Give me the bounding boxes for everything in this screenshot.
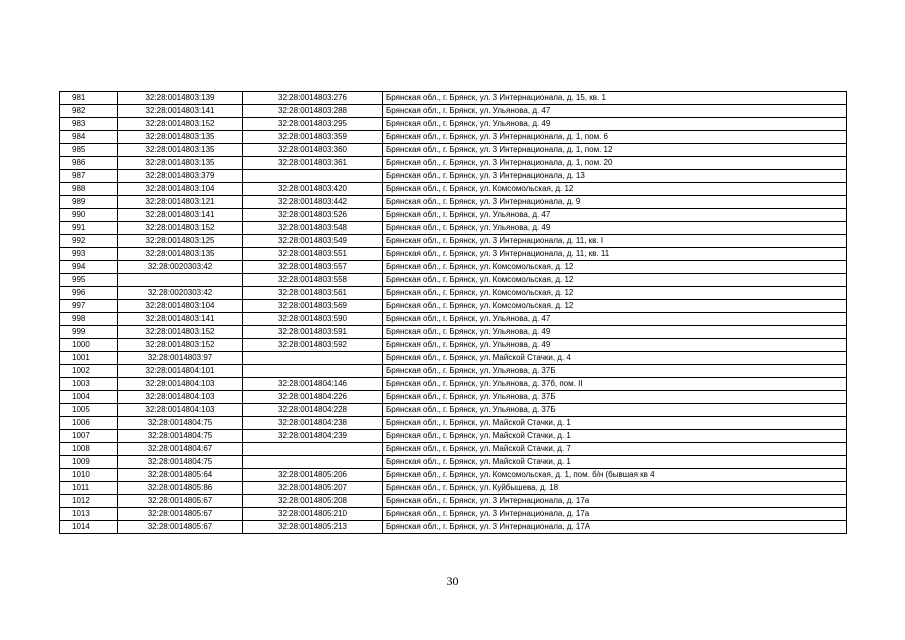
address-cell: Брянская обл., г. Брянск, ул. Комсомольская, д. 12 xyxy=(383,300,847,313)
cadastral-number-cell: 32:28:0014803:549 xyxy=(243,235,383,248)
parent-cadastral-number-cell: 32:28:0014804:103 xyxy=(118,391,243,404)
row-number-cell: 993 xyxy=(60,248,118,261)
cadastral-number-cell: 32:28:0014803:288 xyxy=(243,105,383,118)
cadastral-number-cell xyxy=(243,365,383,378)
row-number-cell: 983 xyxy=(60,118,118,131)
row-number-cell: 996 xyxy=(60,287,118,300)
table-row xyxy=(60,300,847,313)
address-cell: Брянская обл., г. Брянск, ул. 3 Интернационала, д. 13 xyxy=(383,170,847,183)
parent-cadastral-number-cell: 32:28:0014804:67 xyxy=(118,443,243,456)
cadastral-number-cell: 32:28:0014803:569 xyxy=(243,300,383,313)
address-cell: Брянская обл., г. Брянск, ул. Ульянова, д. 47 xyxy=(383,313,847,326)
parent-cadastral-number-cell: 32:28:0014803:104 xyxy=(118,183,243,196)
row-number-cell: 998 xyxy=(60,313,118,326)
cadastral-number-cell: 32:28:0014803:420 xyxy=(243,183,383,196)
cadastral-number-cell: 32:28:0014805:210 xyxy=(243,508,383,521)
row-number-cell: 990 xyxy=(60,209,118,222)
parent-cadastral-number-cell: 32:28:0014803:139 xyxy=(118,92,243,105)
cadastral-number-cell: 32:28:0014803:360 xyxy=(243,144,383,157)
address-cell: Брянская обл., г. Брянск, ул. Ульянова, д. 49 xyxy=(383,118,847,131)
row-number-cell: 1012 xyxy=(60,495,118,508)
table-row xyxy=(60,339,847,352)
cadastral-number-cell: 32:28:0014805:208 xyxy=(243,495,383,508)
registry-table-body xyxy=(60,92,847,534)
row-number-cell: 1011 xyxy=(60,482,118,495)
parent-cadastral-number-cell: 32:28:0014803:379 xyxy=(118,170,243,183)
address-cell: Брянская обл., г. Брянск, ул. 3 Интернационала, д. 17а xyxy=(383,508,847,521)
address-cell: Брянская обл., г. Брянск, ул. Комсомольская, д. 12 xyxy=(383,183,847,196)
row-number-cell: 999 xyxy=(60,326,118,339)
cadastral-number-cell xyxy=(243,170,383,183)
address-cell: Брянская обл., г. Брянск, ул. Ульянова, д. 37Б xyxy=(383,404,847,417)
table-row xyxy=(60,378,847,391)
page-number: 30 xyxy=(446,574,459,588)
parent-cadastral-number-cell: 32:28:0014805:86 xyxy=(118,482,243,495)
table-row xyxy=(60,521,847,534)
row-number-cell: 1005 xyxy=(60,404,118,417)
registry-table xyxy=(59,91,847,534)
cadastral-number-cell: 32:28:0014805:206 xyxy=(243,469,383,482)
table-row xyxy=(60,313,847,326)
address-cell: Брянская обл., г. Брянск, ул. Комсомольская, д. 1, пом. б/н (бывшая кв 4 xyxy=(383,469,847,482)
row-number-cell: 982 xyxy=(60,105,118,118)
table-row xyxy=(60,495,847,508)
address-cell: Брянская обл., г. Брянск, ул. 3 Интернационала, д. 17А xyxy=(383,521,847,534)
row-number-cell: 1007 xyxy=(60,430,118,443)
cadastral-number-cell: 32:28:0014804:238 xyxy=(243,417,383,430)
table-row xyxy=(60,222,847,235)
table-row xyxy=(60,248,847,261)
table-row xyxy=(60,196,847,209)
row-number-cell: 1004 xyxy=(60,391,118,404)
parent-cadastral-number-cell: 32:28:0014803:135 xyxy=(118,157,243,170)
address-cell: Брянская обл., г. Брянск, ул. Майской Стачки, д. 7 xyxy=(383,443,847,456)
row-number-cell: 984 xyxy=(60,131,118,144)
row-number-cell: 1010 xyxy=(60,469,118,482)
table-row xyxy=(60,508,847,521)
cadastral-number-cell: 32:28:0014803:557 xyxy=(243,261,383,274)
table-row xyxy=(60,105,847,118)
parent-cadastral-number-cell: 32:28:0014803:141 xyxy=(118,209,243,222)
row-number-cell: 989 xyxy=(60,196,118,209)
parent-cadastral-number-cell: 32:28:0014803:152 xyxy=(118,118,243,131)
table-row xyxy=(60,235,847,248)
table-row xyxy=(60,209,847,222)
table-row xyxy=(60,131,847,144)
table-row xyxy=(60,417,847,430)
parent-cadastral-number-cell: 32:28:0014803:121 xyxy=(118,196,243,209)
address-cell: Брянская обл., г. Брянск, ул. Ульянова, д. 37Б xyxy=(383,391,847,404)
parent-cadastral-number-cell: 32:28:0014805:67 xyxy=(118,495,243,508)
address-cell: Брянская обл., г. Брянск, ул. Комсомольская, д. 12 xyxy=(383,261,847,274)
parent-cadastral-number-cell: 32:28:0014804:75 xyxy=(118,417,243,430)
parent-cadastral-number-cell: 32:28:0014803:135 xyxy=(118,131,243,144)
cadastral-number-cell: 32:28:0014803:276 xyxy=(243,92,383,105)
table-row xyxy=(60,287,847,300)
cadastral-number-cell: 32:28:0014803:442 xyxy=(243,196,383,209)
table-row xyxy=(60,144,847,157)
cadastral-number-cell: 32:28:0014804:228 xyxy=(243,404,383,417)
row-number-cell: 1013 xyxy=(60,508,118,521)
table-row xyxy=(60,261,847,274)
parent-cadastral-number-cell: 32:28:0014804:103 xyxy=(118,404,243,417)
parent-cadastral-number-cell: 32:28:0014805:64 xyxy=(118,469,243,482)
table-row xyxy=(60,92,847,105)
row-number-cell: 1002 xyxy=(60,365,118,378)
address-cell: Брянская обл., г. Брянск, ул. Майской Стачки, д. 1 xyxy=(383,430,847,443)
row-number-cell: 1009 xyxy=(60,456,118,469)
table-row xyxy=(60,183,847,196)
row-number-cell: 992 xyxy=(60,235,118,248)
table-row xyxy=(60,443,847,456)
cadastral-number-cell: 32:28:0014803:548 xyxy=(243,222,383,235)
parent-cadastral-number-cell: 32:28:0014803:141 xyxy=(118,105,243,118)
table-row xyxy=(60,170,847,183)
address-cell: Брянская обл., г. Брянск, ул. Ульянова, д. 37Б xyxy=(383,365,847,378)
row-number-cell: 1006 xyxy=(60,417,118,430)
row-number-cell: 986 xyxy=(60,157,118,170)
cadastral-number-cell: 32:28:0014803:591 xyxy=(243,326,383,339)
parent-cadastral-number-cell: 32:28:0020303:42 xyxy=(118,261,243,274)
table-row xyxy=(60,352,847,365)
table-row xyxy=(60,482,847,495)
address-cell: Брянская обл., г. Брянск, ул. Ульянова, д. 47 xyxy=(383,209,847,222)
table-row xyxy=(60,157,847,170)
address-cell: Брянская обл., г. Брянск, ул. 3 Интернационала, д. 1, пом. 20 xyxy=(383,157,847,170)
address-cell: Брянская обл., г. Брянск, ул. 3 Интернационала, д. 1, пом. 12 xyxy=(383,144,847,157)
cadastral-number-cell xyxy=(243,456,383,469)
row-number-cell: 988 xyxy=(60,183,118,196)
parent-cadastral-number-cell: 32:28:0014804:101 xyxy=(118,365,243,378)
table-row xyxy=(60,404,847,417)
address-cell: Брянская обл., г. Брянск, ул. 3 Интернационала, д. 17а xyxy=(383,495,847,508)
cadastral-number-cell: 32:28:0014804:226 xyxy=(243,391,383,404)
row-number-cell: 1008 xyxy=(60,443,118,456)
parent-cadastral-number-cell: 32:28:0014804:75 xyxy=(118,430,243,443)
row-number-cell: 1014 xyxy=(60,521,118,534)
row-number-cell: 985 xyxy=(60,144,118,157)
cadastral-number-cell: 32:28:0014803:359 xyxy=(243,131,383,144)
address-cell: Брянская обл., г. Брянск, ул. Ульянова, д. 49 xyxy=(383,222,847,235)
address-cell: Брянская обл., г. Брянск, ул. Комсомольская, д. 12 xyxy=(383,287,847,300)
cadastral-number-cell: 32:28:0014803:295 xyxy=(243,118,383,131)
row-number-cell: 1000 xyxy=(60,339,118,352)
address-cell: Брянская обл., г. Брянск, ул. Комсомольская, д. 12 xyxy=(383,274,847,287)
table-row xyxy=(60,365,847,378)
table-row xyxy=(60,430,847,443)
cadastral-number-cell: 32:28:0014805:207 xyxy=(243,482,383,495)
address-cell: Брянская обл., г. Брянск, ул. 3 Интернационала, д. 11, кв. I xyxy=(383,235,847,248)
address-cell: Брянская обл., г. Брянск, ул. Ульянова, д. 49 xyxy=(383,326,847,339)
cadastral-number-cell: 32:28:0014804:239 xyxy=(243,430,383,443)
address-cell: Брянская обл., г. Брянск, ул. 3 Интернационала, д. 9 xyxy=(383,196,847,209)
address-cell: Брянская обл., г. Брянск, ул. Ульянова, д. 37б, пом. II xyxy=(383,378,847,391)
parent-cadastral-number-cell: 32:28:0014805:67 xyxy=(118,521,243,534)
parent-cadastral-number-cell: 32:28:0014803:152 xyxy=(118,339,243,352)
table-row xyxy=(60,456,847,469)
address-cell: Брянская обл., г. Брянск, ул. Ульянова, д. 47 xyxy=(383,105,847,118)
cadastral-number-cell: 32:28:0014805:213 xyxy=(243,521,383,534)
cadastral-number-cell: 32:28:0014803:561 xyxy=(243,287,383,300)
parent-cadastral-number-cell xyxy=(118,274,243,287)
cadastral-number-cell: 32:28:0014804:146 xyxy=(243,378,383,391)
row-number-cell: 997 xyxy=(60,300,118,313)
address-cell: Брянская обл., г. Брянск, ул. 3 Интернационала, д. 15, кв. 1 xyxy=(383,92,847,105)
parent-cadastral-number-cell: 32:28:0014803:97 xyxy=(118,352,243,365)
parent-cadastral-number-cell: 32:28:0014803:125 xyxy=(118,235,243,248)
row-number-cell: 1003 xyxy=(60,378,118,391)
address-cell: Брянская обл., г. Брянск, ул. Майской Стачки, д. 4 xyxy=(383,352,847,365)
parent-cadastral-number-cell: 32:28:0014803:152 xyxy=(118,326,243,339)
address-cell: Брянская обл., г. Брянск, ул. Майской Стачки, д. 1 xyxy=(383,456,847,469)
cadastral-number-cell: 32:28:0014803:361 xyxy=(243,157,383,170)
address-cell: Брянская обл., г. Брянск, ул. Ульянова, д. 49 xyxy=(383,339,847,352)
row-number-cell: 987 xyxy=(60,170,118,183)
row-number-cell: 1001 xyxy=(60,352,118,365)
cadastral-number-cell: 32:28:0014803:551 xyxy=(243,248,383,261)
table-row xyxy=(60,326,847,339)
table-row xyxy=(60,469,847,482)
cadastral-number-cell xyxy=(243,352,383,365)
cadastral-number-cell: 32:28:0014803:590 xyxy=(243,313,383,326)
cadastral-number-cell xyxy=(243,443,383,456)
table-row xyxy=(60,274,847,287)
cadastral-number-cell: 32:28:0014803:526 xyxy=(243,209,383,222)
parent-cadastral-number-cell: 32:28:0014804:75 xyxy=(118,456,243,469)
row-number-cell: 991 xyxy=(60,222,118,235)
cadastral-number-cell: 32:28:0014803:558 xyxy=(243,274,383,287)
table-row xyxy=(60,118,847,131)
parent-cadastral-number-cell: 32:28:0014803:135 xyxy=(118,248,243,261)
parent-cadastral-number-cell: 32:28:0014803:141 xyxy=(118,313,243,326)
parent-cadastral-number-cell: 32:28:0014803:135 xyxy=(118,144,243,157)
address-cell: Брянская обл., г. Брянск, ул. Куйбышева, д. 18 xyxy=(383,482,847,495)
row-number-cell: 981 xyxy=(60,92,118,105)
address-cell: Брянская обл., г. Брянск, ул. 3 Интернационала, д. 11, кв. 11 xyxy=(383,248,847,261)
row-number-cell: 995 xyxy=(60,274,118,287)
row-number-cell: 994 xyxy=(60,261,118,274)
address-cell: Брянская обл., г. Брянск, ул. Майской Стачки, д. 1 xyxy=(383,417,847,430)
parent-cadastral-number-cell: 32:28:0014804:103 xyxy=(118,378,243,391)
cadastral-number-cell: 32:28:0014803:592 xyxy=(243,339,383,352)
parent-cadastral-number-cell: 32:28:0020303:42 xyxy=(118,287,243,300)
address-cell: Брянская обл., г. Брянск, ул. 3 Интернационала, д. 1, пом. 6 xyxy=(383,131,847,144)
parent-cadastral-number-cell: 32:28:0014803:152 xyxy=(118,222,243,235)
parent-cadastral-number-cell: 32:28:0014805:67 xyxy=(118,508,243,521)
parent-cadastral-number-cell: 32:28:0014803:104 xyxy=(118,300,243,313)
table-row xyxy=(60,391,847,404)
